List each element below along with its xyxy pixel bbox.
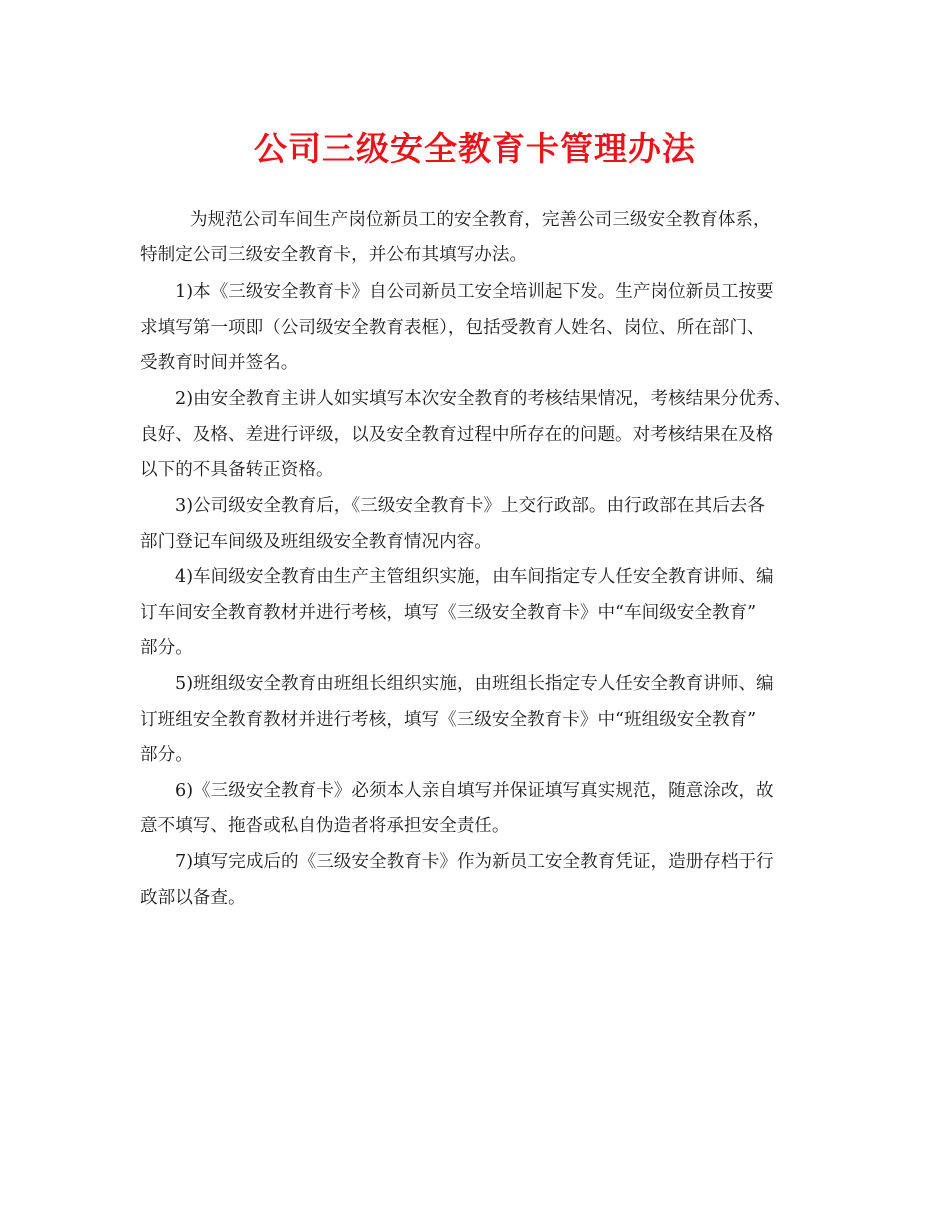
text-line: 4)车间级安全教育由生产主管组织实施，由车间指定专人任安全教育讲师、编 xyxy=(175,567,774,587)
text-line: 6)《三级安全教育卡》必须本人亲自填写并保证填写真实规范，随意涂改，故 xyxy=(175,781,774,801)
document-title: 公司三级安全教育卡管理办法 xyxy=(254,129,696,168)
text-line: 订车间安全教育教材并进行考核，填写《三级安全教育卡》中“车间级安全教育” xyxy=(140,603,757,623)
text-line: 5)班组级安全教育由班组长组织实施，由班组长指定专人任安全教育讲师、编 xyxy=(175,674,774,694)
text-line: 政部以备查。 xyxy=(140,888,246,908)
text-line: 2)由安全教育主讲人如实填写本次安全教育的考核结果情况，考核结果分优秀、 xyxy=(175,389,792,409)
text-line: 1)本《三级安全教育卡》自公司新员工安全培训起下发。生产岗位新员工按要 xyxy=(175,282,774,302)
text-line: 部分。 xyxy=(140,638,193,658)
text-line: 3)公司级安全教育后，《三级安全教育卡》上交行政部。由行政部在其后去各 xyxy=(175,496,765,516)
text-line: 订班组安全教育教材并进行考核，填写《三级安全教育卡》中“班组级安全教育” xyxy=(140,710,757,730)
text-line: 意不填写、拖沓或私自伪造者将承担安全责任。 xyxy=(140,816,510,836)
text-line: 受教育时间并签名。 xyxy=(140,353,299,373)
text-line: 7)填写完成后的《三级安全教育卡》作为新员工安全教育凭证，造册存档于行 xyxy=(175,852,774,872)
text-line: 求填写第一项即（公司级安全教育表框），包括受教育人姓名、岗位、所在部门、 xyxy=(140,318,765,338)
text-line: 部门登记车间级及班组级安全教育情况内容。 xyxy=(140,532,492,552)
text-line: 为规范公司车间生产岗位新员工的安全教育，完善公司三级安全教育体系， xyxy=(190,210,771,230)
text-line: 特制定公司三级安全教育卡，并公布其填写办法。 xyxy=(140,245,528,265)
text-line: 部分。 xyxy=(140,745,193,765)
text-line: 良好、及格、差进行评级，以及安全教育过程中所存在的问题。对考核结果在及格 xyxy=(140,425,774,445)
text-line: 以下的不具备转正资格。 xyxy=(140,460,334,480)
